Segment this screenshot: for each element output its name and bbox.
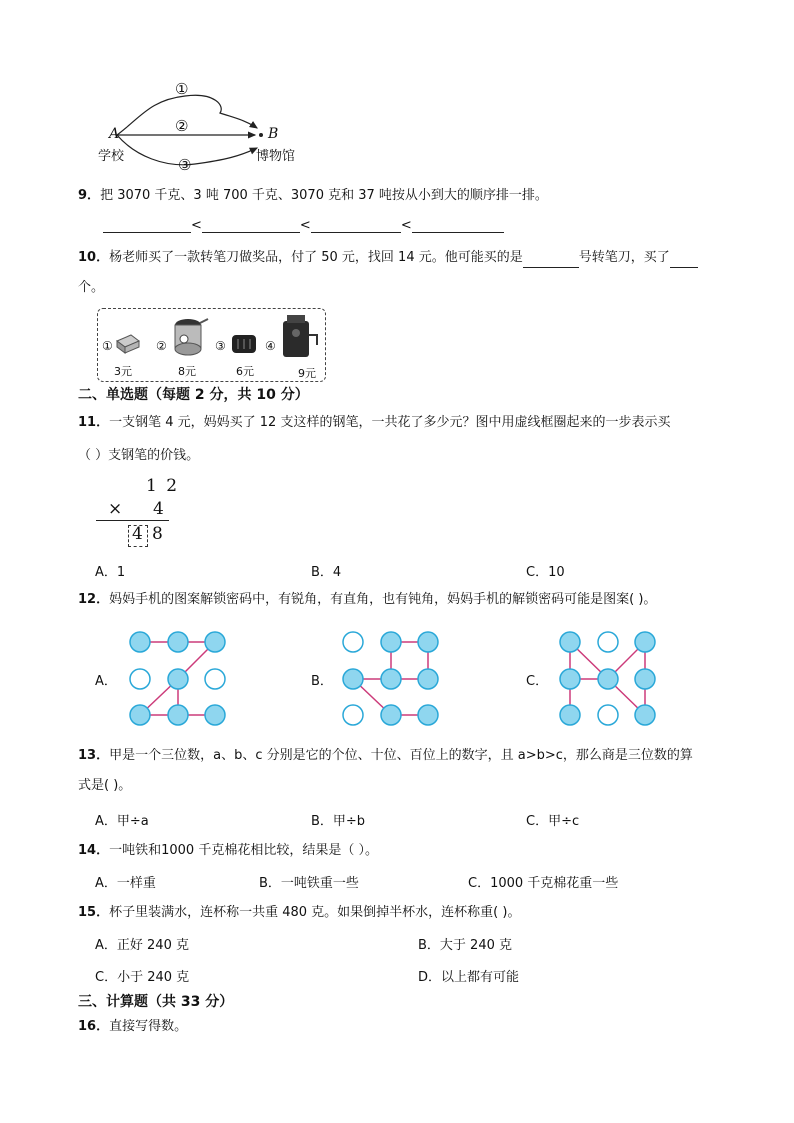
mult-rule bbox=[96, 520, 169, 521]
sharpener-3-price: 6元 bbox=[236, 365, 254, 378]
question-text: 把 3070 千克、3 吨 700 千克、3070 克和 37 吨按从小到大的顺序排一排。 bbox=[100, 188, 548, 203]
sharpener-3-icon bbox=[229, 331, 259, 357]
option-c[interactable]: C．小于 240 克 bbox=[95, 970, 190, 985]
answer-blank[interactable] bbox=[311, 218, 401, 233]
question-number: 11 bbox=[78, 415, 97, 430]
route-start-label: 学校 bbox=[98, 149, 125, 164]
question-13-line2: 式是( )。 bbox=[78, 778, 132, 793]
answer-blank[interactable] bbox=[412, 218, 504, 233]
section-heading: 二、单选题（每题 2 分，共 10 分） bbox=[78, 387, 309, 403]
question-11-line2: （ ）支钢笔的价钱。 bbox=[78, 448, 200, 463]
question-text: 甲是一个三位数，a、b、c 分别是它的个位、十位、百位上的数字，且 a>b>c，那么商是三位数的算 bbox=[109, 748, 693, 763]
option-c[interactable]: C．1000 千克棉花重一些 bbox=[468, 876, 619, 891]
question-number: 16 bbox=[78, 1019, 97, 1034]
less-than-sign: < bbox=[191, 218, 202, 233]
answer-blank[interactable] bbox=[523, 253, 579, 268]
q9-answer-blanks bbox=[103, 218, 504, 233]
option-b[interactable]: B． bbox=[311, 674, 333, 689]
sharpener-4-icon bbox=[279, 311, 321, 361]
option-c[interactable]: C．甲÷c bbox=[526, 814, 580, 829]
option-c[interactable]: C．10 bbox=[526, 565, 565, 580]
question-text: 杨老师买了一款转笔刀做奖品，付了 50 元，找回 14 元。他可能买的是 bbox=[109, 250, 523, 265]
route-end-label: 博物馆 bbox=[256, 149, 296, 164]
sharpener-1-mark: ① bbox=[102, 339, 113, 353]
route-2-label: ② bbox=[175, 117, 189, 135]
option-a[interactable]: A．一样重 bbox=[95, 876, 156, 891]
question-14: 14．一吨铁和1000 千克棉花相比较，结果是（ ）。 bbox=[78, 843, 378, 858]
question-text: 杯子里装满水，连杯称一共重 480 克。如果倒掉半杯水，连杯称重( )。 bbox=[109, 905, 521, 920]
mult-last-digit: 8 bbox=[152, 524, 163, 544]
question-15: 15．杯子里装满水，连杯称一共重 480 克。如果倒掉半杯水，连杯称重( )。 bbox=[78, 905, 521, 920]
question-12: 12．妈妈手机的图案解锁密码中，有锐角，有直角，也有钝角，妈妈手机的解锁密码可能是图案( )。 bbox=[78, 592, 657, 607]
question-9: 9．把 3070 千克、3 吨 700 千克、3070 克和 37 吨按从小到大的顺序排一排。 bbox=[78, 188, 548, 203]
question-text: 号转笔刀，买了 bbox=[578, 250, 670, 265]
question-number: 10 bbox=[78, 250, 97, 265]
option-c[interactable]: C． bbox=[526, 674, 549, 689]
answer-blank[interactable] bbox=[202, 218, 300, 233]
option-b[interactable]: B．一吨铁重一些 bbox=[259, 876, 359, 891]
sharpener-2-price: 8元 bbox=[178, 365, 196, 378]
mult-top-number: 1 2 bbox=[146, 476, 180, 496]
sharpener-4-mark: ④ bbox=[265, 339, 276, 353]
question-number: 14 bbox=[78, 843, 97, 858]
route-end-letter: B bbox=[268, 126, 279, 142]
route-1-label: ① bbox=[175, 80, 189, 98]
sharpener-3-mark: ③ bbox=[215, 339, 226, 353]
less-than-sign: < bbox=[400, 218, 412, 233]
question-11: 11．一支钢笔 4 元，妈妈买了 12 支这样的钢笔，一共花了多少元？图中用虚线框圈起来的一步表示买 bbox=[78, 415, 671, 430]
question-10: 10．杨老师买了一款转笔刀做奖品，付了 50 元，找回 14 元。他可能买的是 号转笔刀，买了 bbox=[78, 248, 698, 268]
mult-second-number: 4 bbox=[153, 499, 164, 519]
route-3-label: ③ bbox=[178, 156, 192, 174]
mult-boxed-digit: 4 bbox=[132, 524, 143, 544]
sharpener-panel bbox=[97, 308, 326, 382]
option-b[interactable]: B．大于 240 克 bbox=[418, 938, 512, 953]
unlock-pattern-c[interactable] bbox=[555, 627, 665, 731]
sharpener-1-price: 3元 bbox=[114, 365, 132, 378]
sharpener-2-icon bbox=[170, 315, 210, 359]
mult-times-sign: × bbox=[108, 499, 123, 519]
question-text: 妈妈手机的图案解锁密码中，有锐角，有直角，也有钝角，妈妈手机的解锁密码可能是图案( )。 bbox=[109, 592, 657, 607]
sharpener-4-price: 9元 bbox=[298, 367, 316, 380]
question-13: 13．甲是一个三位数，a、b、c 分别是它的个位、十位、百位上的数字，且 a>b>c，那么商是三位数的算 bbox=[78, 748, 693, 763]
sharpener-1-icon bbox=[115, 333, 141, 355]
option-b[interactable]: B．甲÷b bbox=[311, 814, 366, 829]
unlock-pattern-b[interactable] bbox=[338, 627, 448, 731]
answer-blank[interactable] bbox=[670, 253, 698, 268]
question-16: 16．直接写得数。 bbox=[78, 1019, 188, 1034]
question-number: 12 bbox=[78, 592, 97, 607]
question-number: 13 bbox=[78, 748, 97, 763]
route-start-letter: A bbox=[109, 126, 120, 142]
option-b[interactable]: B．4 bbox=[311, 565, 342, 580]
option-d[interactable]: D．以上都有可能 bbox=[418, 970, 520, 985]
question-10-line2: 个。 bbox=[78, 280, 105, 295]
question-number: 15 bbox=[78, 905, 97, 920]
less-than-sign: < bbox=[299, 218, 311, 233]
question-text: 一吨铁和1000 千克棉花相比较，结果是（ ）。 bbox=[109, 843, 378, 858]
option-a[interactable]: A．1 bbox=[95, 565, 126, 580]
option-a[interactable]: A．甲÷a bbox=[95, 814, 149, 829]
question-text: 一支钢笔 4 元，妈妈买了 12 支这样的钢笔，一共花了多少元？图中用虚线框圈起来的一步表示买 bbox=[109, 415, 671, 430]
question-number: 9 bbox=[78, 188, 88, 203]
option-a[interactable]: A． bbox=[95, 674, 117, 689]
unlock-pattern-a[interactable] bbox=[125, 627, 235, 731]
sharpener-2-mark: ② bbox=[156, 339, 167, 353]
answer-blank[interactable] bbox=[103, 218, 191, 233]
question-text: 直接写得数。 bbox=[109, 1019, 188, 1034]
section-heading: 三、计算题（共 33 分） bbox=[78, 994, 234, 1010]
option-a[interactable]: A．正好 240 克 bbox=[95, 938, 189, 953]
